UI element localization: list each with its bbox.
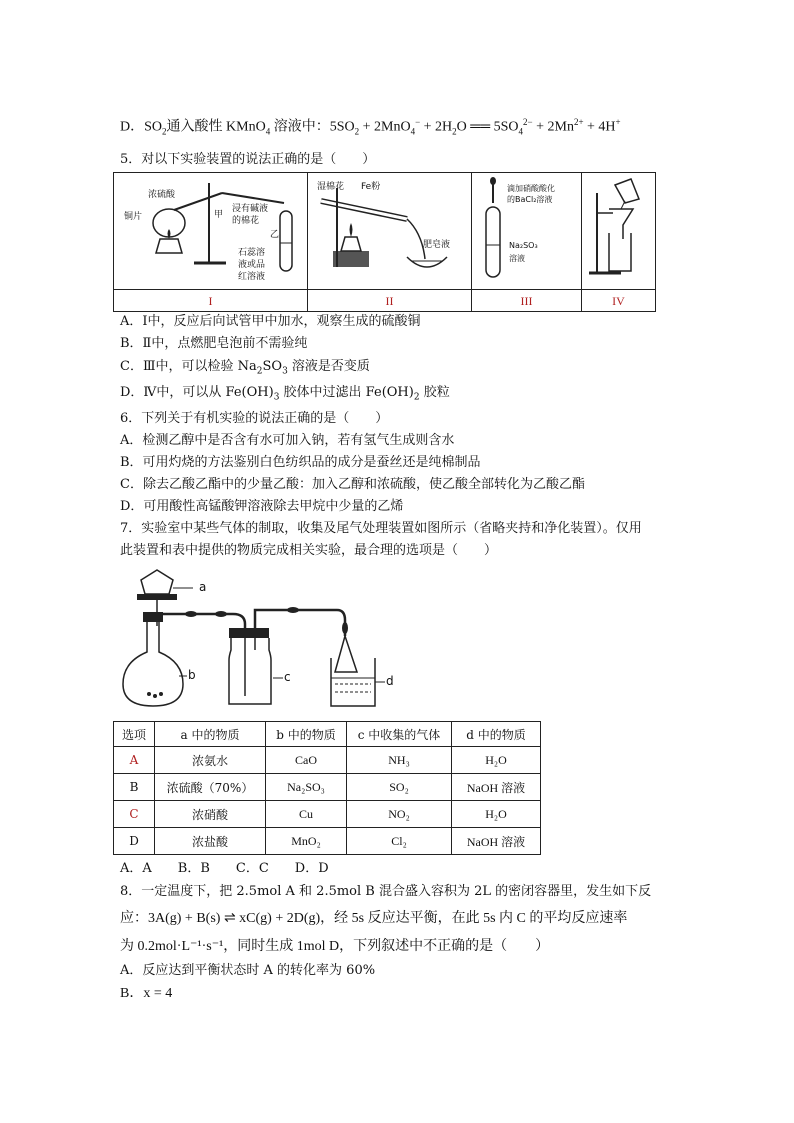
- option-c-text: C．Ⅲ中，可以检验 Na: [120, 359, 257, 374]
- apparatus-4-drawing: [581, 173, 655, 289]
- table-cell: C: [114, 801, 155, 828]
- table-cell: MnO₂: [266, 828, 347, 855]
- table-row: [114, 828, 541, 855]
- panel-4: [581, 173, 655, 289]
- label-jia: 甲: [214, 210, 224, 220]
- eq-text: + 2H: [420, 119, 453, 135]
- panel-label-4: IV: [612, 294, 625, 308]
- label-d: d: [386, 674, 394, 688]
- label-cu-sheet: 铜片: [124, 212, 143, 222]
- table-cell: NO₂: [347, 801, 452, 828]
- label-bacl2-2: 的BaCl₂溶液: [507, 195, 553, 204]
- q7-options-table: [113, 721, 541, 855]
- q8-line-2: 应：3A(g) + B(s) ⇌ xC(g) + 2D(g)，经 5s 反应达平衡，在此 5s 内 C 的平均反应速率: [120, 911, 628, 926]
- q5-option-d: [120, 384, 450, 407]
- option-d-equation: [120, 113, 621, 140]
- q7-apparatus-drawing: [113, 566, 413, 712]
- eq-text: + 2MnO: [359, 119, 411, 135]
- label-bacl2: 滴加硝酸酸化: [507, 184, 555, 193]
- table-row: [114, 774, 541, 801]
- table-header-cell: c 中收集的气体: [347, 722, 452, 747]
- eq-sub: 3: [273, 392, 280, 403]
- panel-label-1: I: [114, 290, 308, 312]
- table-header-cell: a 中的物质: [155, 722, 266, 747]
- q5-apparatus-table: [113, 172, 656, 312]
- eq-sub: 2: [354, 126, 360, 137]
- option-prefix: D．: [120, 119, 145, 135]
- table-cell: 浓硫酸（70%）: [155, 774, 266, 801]
- eq-sub: 2: [256, 366, 263, 377]
- panel-label-row: [114, 289, 655, 312]
- option-d-text: 胶体中过滤出 Fe(OH): [279, 385, 414, 400]
- table-header-cell: b 中的物质: [266, 722, 347, 747]
- eq-text: 溶液中：5SO: [270, 119, 355, 135]
- option-c-text: 溶液是否变质: [287, 359, 370, 374]
- eq-text: + 2Mn: [532, 119, 574, 135]
- panel-label-3: III: [472, 290, 582, 312]
- eq-sup: −: [415, 117, 421, 127]
- eq-sub: 2: [452, 126, 457, 137]
- q5-option-c: [120, 358, 370, 381]
- table-cell: Cl₂: [347, 828, 452, 855]
- eq-sup: 2+: [573, 117, 584, 127]
- table-cell: B: [114, 774, 155, 801]
- q6-option-b: B．可用灼烧的方法鉴别白色纺织品的成分是蚕丝还是纯棉制品: [120, 455, 481, 470]
- eq-sub: 2: [413, 392, 420, 403]
- panel-2: [307, 173, 472, 289]
- eq-sub: 4: [410, 126, 416, 137]
- eq-sub: 3: [282, 366, 288, 377]
- label-cotton: 的棉花: [232, 216, 260, 226]
- q6-stem: 6．下列关于有机实验的说法正确的是（ ）: [120, 411, 389, 426]
- q8-line-1: 8．一定温度下，把 2.5mol A 和 2.5mol B 混合盛入容积为 2L 的密闭容器里，发生如下反: [120, 884, 652, 899]
- q5-option-a: A．Ⅰ中，反应后向试管甲中加水，观察生成的硫酸铜: [120, 314, 421, 329]
- label-litmus: 石蕊溶: [238, 248, 266, 258]
- label-solution: 溶液: [509, 254, 525, 263]
- panel-3: [471, 173, 582, 289]
- table-cell: 浓盐酸: [155, 828, 266, 855]
- table-cell: NaOH 溶液: [452, 828, 541, 855]
- table-cell: H₂O: [452, 801, 541, 828]
- label-litmus-3: 红溶液: [238, 272, 266, 282]
- q8-line-3: 为 0.2mol·L⁻¹·s⁻¹，同时生成 1mol D，下列叙述中不正确的是（ ）: [120, 939, 550, 954]
- q6-option-d: D．可用酸性高锰酸钾溶液除去甲烷中少量的乙烯: [120, 499, 404, 514]
- table-header-cell: 选项: [114, 722, 155, 747]
- eq-text: O ══ 5SO: [456, 119, 519, 135]
- label-conc-h2so4: 浓硫酸: [148, 190, 176, 200]
- table-header-row: [114, 722, 541, 747]
- q7-stem-1: 7．实验室中某些气体的制取，收集及尾气处理装置如图所示（省略夹持和净化装置）。仅用: [120, 521, 642, 536]
- table-cell: 浓硝酸: [155, 801, 266, 828]
- table-cell: NaOH 溶液: [452, 774, 541, 801]
- panel-label-2: II: [308, 290, 472, 312]
- label-litmus-2: 液或品: [238, 260, 266, 270]
- q5-stem: 5．对以下实验装置的说法正确的是（ ）: [120, 152, 376, 167]
- table-row: [114, 747, 541, 774]
- option-c-text: SO: [262, 359, 283, 374]
- label-na2so3: Na₂SO₃: [509, 241, 538, 250]
- eq-text: + 4H: [583, 119, 616, 135]
- eq-sub: 4: [518, 126, 524, 137]
- eq-text: SO: [144, 119, 163, 135]
- eq-text: 通入酸性 KMnO: [166, 119, 266, 135]
- q8-option-a: A．反应达到平衡状态时 A 的转化率为 60%: [120, 963, 376, 978]
- table-cell: Cu: [266, 801, 347, 828]
- label-b: b: [188, 668, 196, 682]
- q7-answer-options: A．A B．B C．C D．D: [120, 861, 329, 876]
- eq-sup: +: [615, 117, 621, 127]
- q6-option-a: A．检测乙醇中是否含有水可加入钠，若有氢气生成则含水: [120, 433, 455, 448]
- table-row: [114, 801, 541, 828]
- table-cell: 浓氨水: [155, 747, 266, 774]
- table-header-cell: d 中的物质: [452, 722, 541, 747]
- label-c: c: [284, 670, 291, 684]
- table-cell: NH₃: [347, 747, 452, 774]
- table-cell: D: [114, 828, 155, 855]
- q6-option-c: C．除去乙酸乙酯中的少量乙酸：加入乙醇和浓硫酸，使乙酸全部转化为乙酸乙酯: [120, 477, 585, 492]
- option-d-text: 胶粒: [419, 385, 450, 400]
- eq-sub: 4: [265, 126, 271, 137]
- q8-option-b: B．x = 4: [120, 986, 173, 1001]
- option-d-text: D．Ⅳ中，可以从 Fe(OH): [120, 385, 274, 400]
- label-alkali-cotton: 浸有碱液: [232, 204, 269, 214]
- label-fe-powder: Fe粉: [361, 182, 381, 192]
- label-soap: 肥皂液: [423, 240, 451, 250]
- eq-sup: 2−: [523, 117, 533, 127]
- q5-option-b: B．Ⅱ中，点燃肥皂泡前不需验纯: [120, 336, 308, 351]
- label-yi: 乙: [270, 230, 280, 240]
- table-cell: H₂O: [452, 747, 541, 774]
- table-cell: CaO: [266, 747, 347, 774]
- eq-sub: 2: [162, 126, 167, 137]
- label-a: a: [199, 580, 207, 594]
- table-cell: Na₂SO₃: [266, 774, 347, 801]
- panel-1: [114, 173, 308, 289]
- label-wet-cotton: 湿棉花: [317, 182, 345, 192]
- table-cell: SO₂: [347, 774, 452, 801]
- table-cell: A: [114, 747, 155, 774]
- q7-stem-2: 此装置和表中提供的物质完成相关实验，最合理的选项是（ ）: [120, 543, 498, 558]
